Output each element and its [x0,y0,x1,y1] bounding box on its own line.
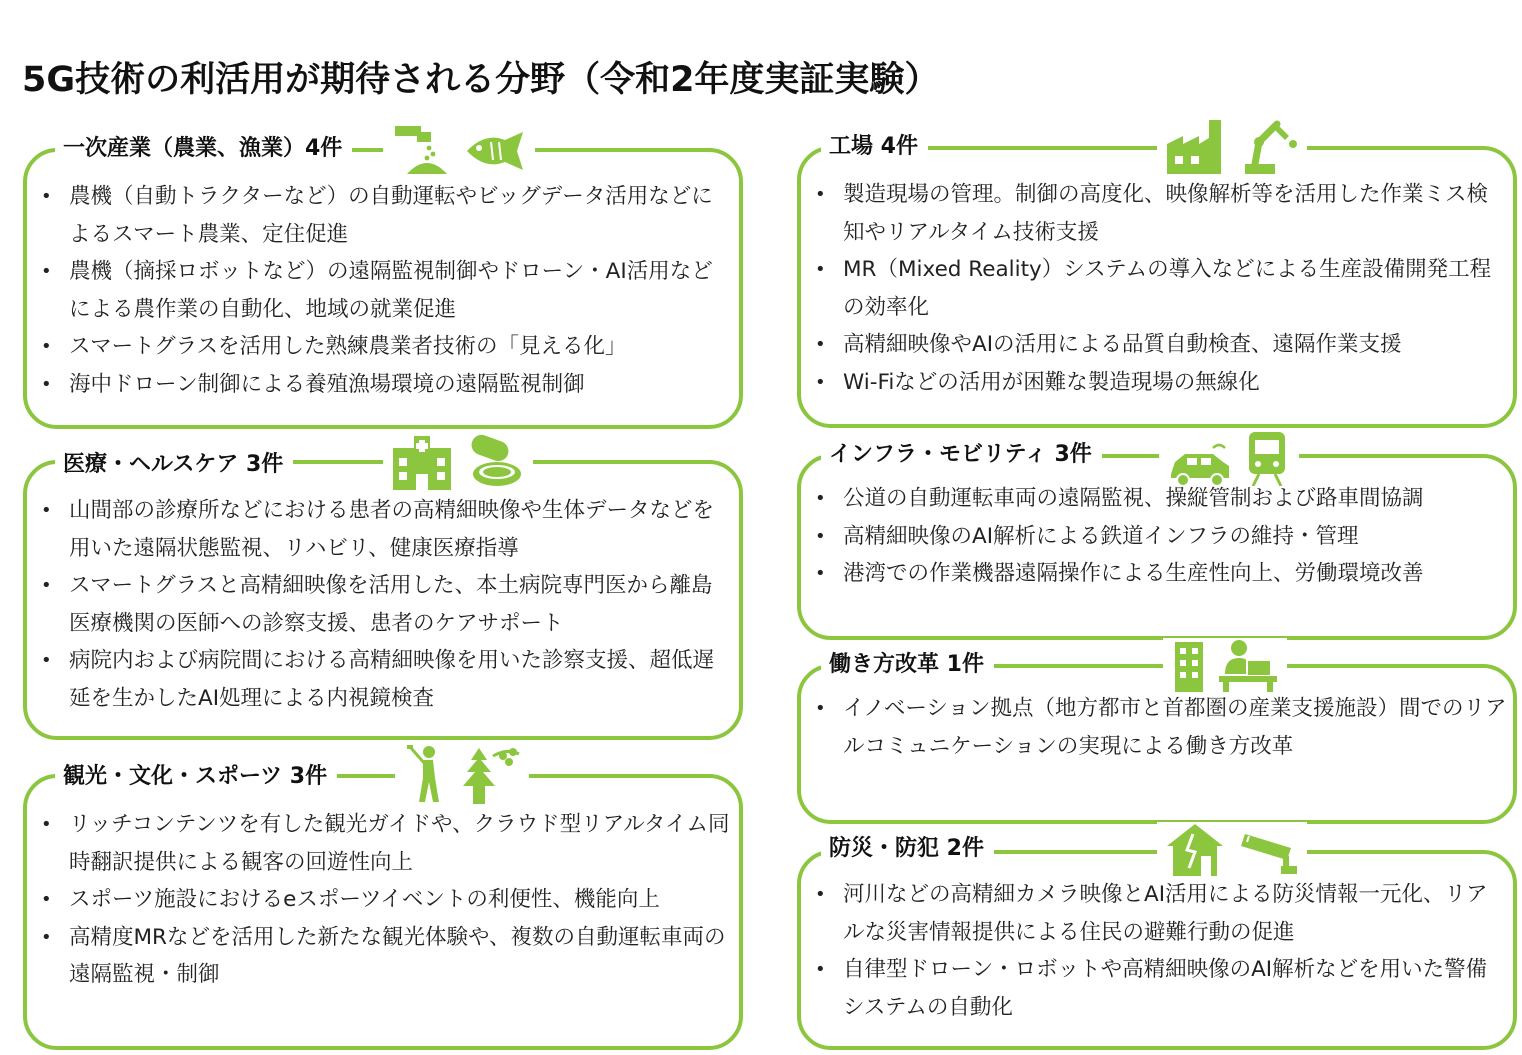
list-item: • スマートグラスと高精細映像を活用した、本土病院専門医から離島医療機関の医師への診察支援、患者のケアサポート [37,567,733,642]
train-icon [1243,430,1291,486]
list-item: • 港湾での作業機器遠隔操作による生産性向上、労働環境改善 [811,555,1507,593]
list-item: • 高精度MRなどを活用した新たな観光体験や、複数の自動運転車両の遠隔監視・制御 [37,919,733,994]
office-building-icon [1171,638,1207,692]
card-title: 防災・防犯 2件 [821,834,994,864]
fish-icon [463,128,527,174]
list-item: • イノベーション拠点（地方都市と首都圏の産業支援施設）間でのリアルコミュニケーションの実現による働き方改革 [811,690,1507,765]
card-title: 働き方改革 1件 [821,650,994,680]
card-title: 医療・ヘルスケア 3件 [55,450,293,480]
pills-icon [463,434,525,490]
list-item: • リッチコンテンツを有した観光ガイドや、クラウド型リアルタイム同時翻訳提供による観客の回遊性向上 [37,806,733,881]
card-title: 工場 4件 [821,132,928,162]
golfer-icon [403,744,447,804]
card-title: 観光・文化・スポーツ 3件 [55,762,337,792]
list-item: • スポーツ施設におけるeスポーツイベントの利便性、機能向上 [37,881,733,919]
seed-sowing-icon [391,122,453,174]
security-camera-icon [1237,830,1299,876]
card-work-style [797,638,1517,824]
list-item: • 農機（摘採ロボットなど）の遠隔監視制御やドローン・AI活用などによる農作業の自動化、地域の就業促進 [37,253,733,328]
disaster-house-icon [1165,822,1227,876]
temple-tree-icon [457,744,521,804]
remote-worker-icon [1217,638,1279,692]
robot-arm-icon [1237,116,1299,174]
card-primary-industry [23,122,743,429]
card-factory [797,116,1517,428]
card-infrastructure [797,430,1517,640]
card-disaster-prevention [797,822,1517,1050]
list-item: • スマートグラスを活用した熟練農業者技術の「見える化」 [37,328,733,366]
list-item: • 海中ドローン制御による養殖漁場環境の遠隔監視制御 [37,366,733,404]
list-item: • 公道の自動運転車両の遠隔監視、操縦管制および路車間協調 [811,480,1507,518]
list-item: • 製造現場の管理。制御の高度化、映像解析等を活用した作業ミス検知やリアルタイム技術支援 [811,176,1507,251]
hospital-icon [391,434,453,490]
card-title: インフラ・モビリティ 3件 [821,440,1102,470]
list-item: • Wi-Fiなどの活用が困難な製造現場の無線化 [811,364,1507,402]
list-item: • 河川などの高精細カメラ映像とAI活用による防災情報一元化、リアルな災害情報提供による住民の避難行動の促進 [811,876,1507,951]
list-item: • 高精細映像やAIの活用による品質自動検査、遠隔作業支援 [811,326,1507,364]
page-title: 5G技術の利活用が期待される分野（令和2年度実証実験） [22,60,940,100]
list-item: • 農機（自動トラクターなど）の自動運転やビッグデータ活用などによるスマート農業、定住促進 [37,178,733,253]
card-title: 一次産業（農業、漁業）4件 [55,134,352,164]
list-item: • MR（Mixed Reality）システムの導入などによる生産設備開発工程の効率化 [811,251,1507,326]
list-item: • 病院内および病院間における高精細映像を用いた診察支援、超低遅延を生かしたAI処理による内視鏡検査 [37,642,733,717]
list-item: • 高精細映像のAI解析による鉄道インフラの維持・管理 [811,518,1507,556]
list-item: • 自律型ドローン・ロボットや高精細映像のAI解析などを用いた警備システムの自動化 [811,951,1507,1026]
card-medical [23,434,743,740]
card-tourism [23,744,743,1050]
list-item: • 山間部の診療所などにおける患者の高精細映像や生体データなどを用いた遠隔状態監視、リハビリ、健康医療指導 [37,492,733,567]
factory-icon [1165,116,1227,174]
